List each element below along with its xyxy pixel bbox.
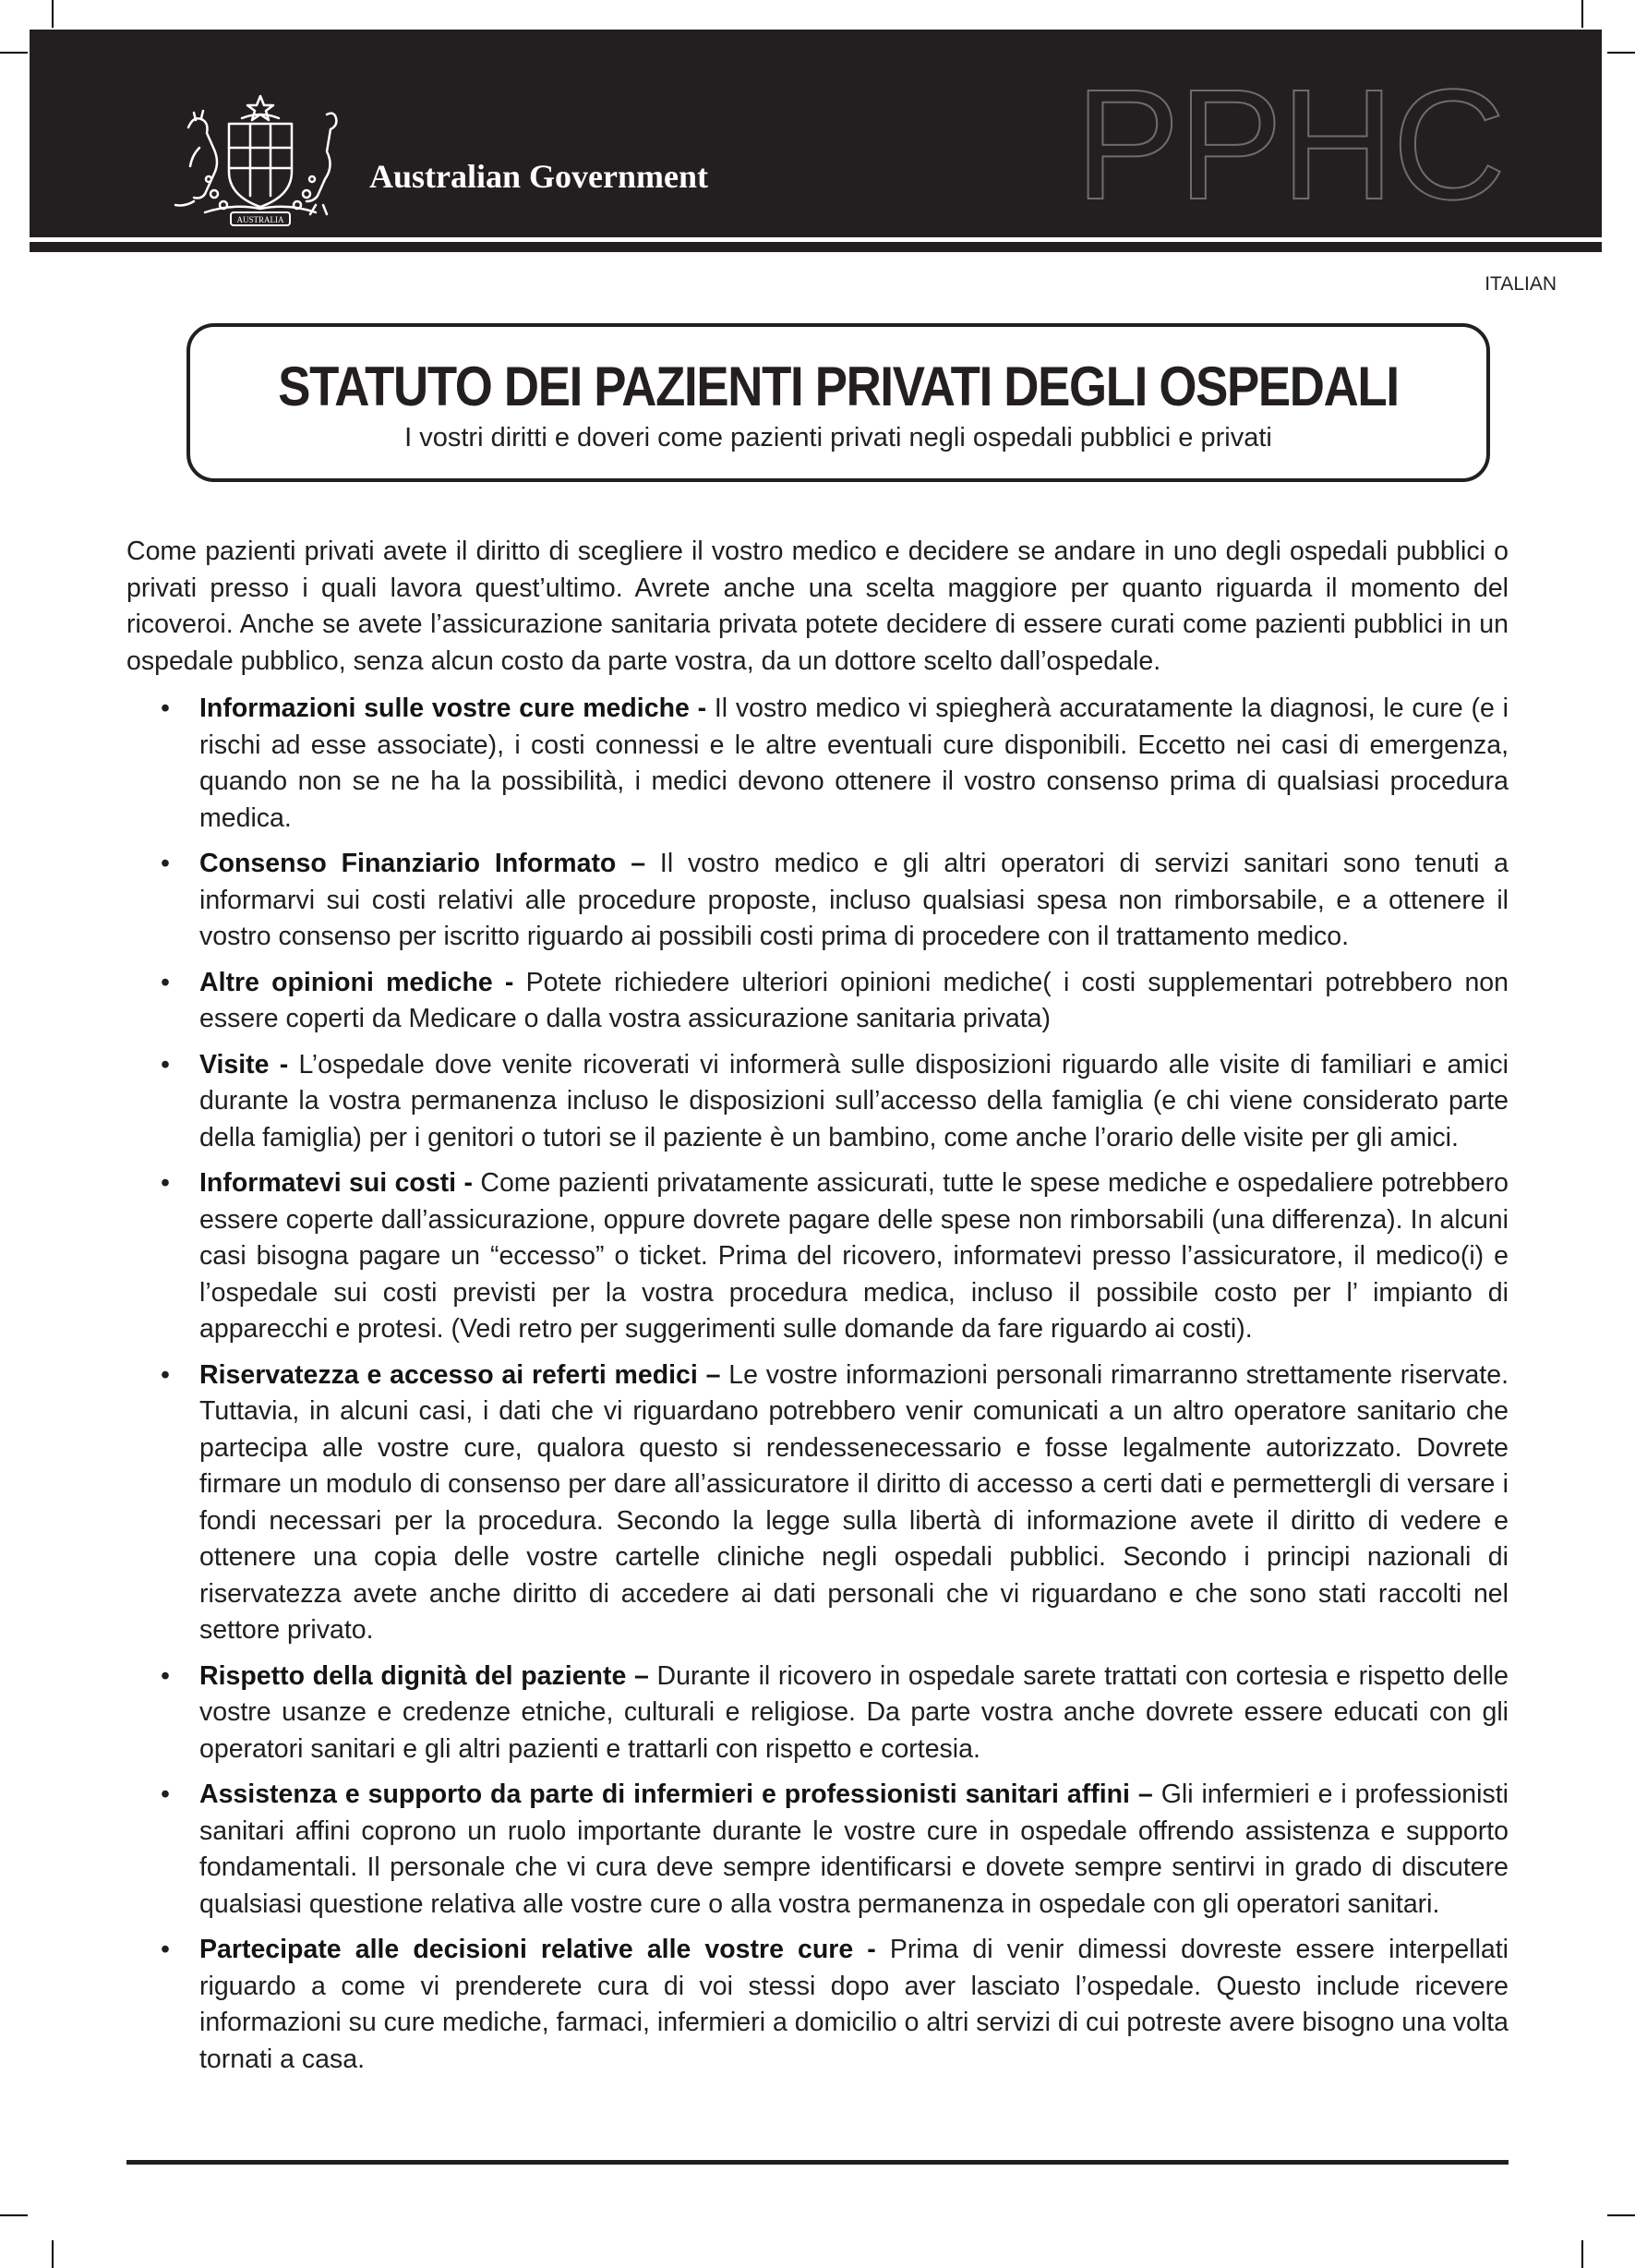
crop-mark-bottom-right-v	[1581, 2240, 1583, 2268]
item-text: Il vostro medico e gli altri operatori di servizi sanitari sono tenuti a informarvi sui costi relativi alle procedure proposte, incluso qualsiasi spesa non rimborsabile, e a ottenere il vostro consenso per iscritto riguardo ai possibili costi prima di procedere con il trattamento medico.	[199, 849, 1509, 951]
crop-mark-top-left-h	[0, 52, 28, 54]
page-subtitle: I vostri diritti e doveri come pazienti privati negli ospedali pubblici e privati	[404, 423, 1272, 452]
list-item	[126, 1357, 1509, 1649]
list-item	[126, 1777, 1509, 1923]
item-text: Durante il ricovero in ospedale sarete trattati con cortesia e rispetto delle vostre usanze e credenze etniche, culturali e religiose. Da parte vostra anche dovrete essere educati con gli operatori sanitari e gli altri pazienti e trattarli con rispetto e cortesia.	[199, 1660, 1509, 1764]
document-body	[126, 534, 1509, 2087]
bullet: •	[161, 1935, 170, 1964]
item-heading: Informazioni sulle vostre cure mediche -	[199, 694, 707, 723]
item-text: Potete richiedere ulteriori opinioni mediche( i costi supplementari potrebbero non essere coperti da Medicare o dalla vostra assicurazione sanitaria privata)	[199, 967, 1509, 1033]
item-text: Prima di venir dimessi dovreste essere interpellati riguardo a come vi prenderete cura di voi stessi dopo aver lasciato l’ospedale. Questo include ricevere informazioni su cure mediche, farmaci, infermieri a domicilio o altri servizi di cui potreste avere bisogno una volta tornati a casa.	[199, 1935, 1509, 2074]
list-item	[126, 965, 1509, 1038]
page-title: STATUTO DEI PAZIENTI PRIVATI DEGLI OSPEDALI	[278, 356, 1399, 417]
bullet: •	[161, 694, 170, 723]
item-heading: Informatevi sui costi -	[199, 1168, 473, 1198]
crop-mark-top-right-v	[1581, 0, 1583, 28]
item-heading: Altre opinioni mediche -	[199, 967, 514, 997]
list-item	[126, 1932, 1509, 2078]
item-heading: Riservatezza e accesso ai referti medici –	[199, 1359, 721, 1390]
item-text: Come pazienti privatamente assicurati, tutte le spese mediche e ospedaliere potrebbero essere coperte dall’assicurazione, oppure dovrete pagare delle spese non rimborsabili (una differenza). In alcuni casi bisogna pagare un “eccesso” o ticket. Prima del ricovero, informatevi presso l’assicuratore, il medico(i) e l’ospedale sui costi previsti per la vostra procedura medica, incluso il possibile costo per l’ impianto di apparecchi e protesi. (Vedi retro per suggerimenti sulle domande da fare riguardo ai costi).	[199, 1168, 1509, 1344]
intro-paragraph: Come pazienti privati avete il diritto di scegliere il vostro medico e decidere se andare in uno degli ospedali pubblici o privati presso i quali lavora quest’ultimo. Avrete anche una scelta maggiore per quanto riguarda il momento del ricoveroi. Anche se avete l’assicurazione sanitaria privata potete decidere di essere curati come pazienti pubblici in un ospedale pubblico, senza alcun costo da parte vostra, da un dottore scelto dall’ospedale.	[126, 537, 1509, 676]
crop-mark-bottom-left-v	[52, 2240, 54, 2268]
list-item	[126, 1047, 1509, 1157]
crest-motto: AUSTRALIA	[236, 215, 284, 224]
rights-list	[126, 691, 1509, 2078]
crop-mark-top-left-v	[52, 0, 54, 28]
item-heading: Partecipate alle decisioni relative alle vostre cure -	[199, 1935, 876, 1964]
bullet: •	[161, 849, 170, 878]
crop-mark-top-right-h	[1607, 52, 1635, 54]
item-heading: Consenso Finanziario Informato –	[199, 849, 646, 878]
list-item	[126, 1659, 1509, 1768]
footer-rule	[126, 2160, 1509, 2165]
document-code: PPHC	[1075, 57, 1504, 233]
bullet: •	[161, 1168, 170, 1198]
bullet: •	[161, 1049, 170, 1080]
list-item	[126, 846, 1509, 956]
list-item	[126, 691, 1509, 837]
item-text: L’ospedale dove venite ricoverati vi informerà sulle disposizioni riguardo alle visite di familiari e amici durante la vostra permanenza incluso le disposizioni sull’accesso della famiglia (e chi viene considerato parte della famiglia) per i genitori o tutori se il paziente è un bambino, come anche l’orario delle visite per gli amici.	[199, 1049, 1509, 1152]
title-box	[186, 323, 1490, 482]
list-item	[126, 1165, 1509, 1348]
crop-mark-bottom-right-h	[1607, 2214, 1635, 2216]
header-underline	[30, 242, 1602, 252]
item-heading: Visite -	[199, 1049, 289, 1080]
bullet: •	[161, 967, 170, 997]
item-text: Gli infermieri e i professionisti sanitari affini coprono un ruolo importante durante le vostre cure in ospedale offrendo assistenza e supporto fondamentali. Il personale che vi cura deve sempre identificarsi e dovete sempre sentirvi in grado di discutere qualsiasi questione relativa alle vostre cure o alla vostra permanenza in ospedale con gli operatori sanitari.	[199, 1779, 1509, 1919]
item-heading: Rispetto della dignità del paziente –	[199, 1660, 649, 1691]
coat-of-arms-logo	[168, 83, 353, 231]
crop-mark-bottom-left-h	[0, 2214, 28, 2216]
language-label: ITALIAN	[1485, 273, 1557, 295]
header-band	[30, 30, 1602, 237]
item-heading: Assistenza e supporto da parte di infermieri e professionisti sanitari affini –	[199, 1779, 1153, 1809]
item-text: Il vostro medico vi spiegherà accuratamente la diagnosi, le cure (e i rischi ad esse associate), i costi connessi e le altre eventuali cure disponibili. Eccetto nei casi di emergenza, quando non se ne ha la possibilità, i medici devono ottenere il vostro consenso prima di qualsiasi procedura medica.	[199, 694, 1509, 833]
bullet: •	[161, 1779, 170, 1809]
bullet: •	[161, 1660, 170, 1691]
item-text: Le vostre informazioni personali rimarranno strettamente riservate. Tuttavia, in alcuni casi, i dati che vi riguardano potrebbero venir comunicati a un altro operatore sanitario che partecipa alle vostre cure, qualora questo si rendessenecessario e fosse legalmente autorizzato. Dovrete firmare un modulo di consenso per dare all’assicuratore il diritto di accesso a certi dati e permettergli di versare i fondi necessari per la procedura. Secondo la legge sulla libertà di informazione avete il diritto di vedere e ottenere una copia delle vostre cartelle cliniche negli ospedali pubblici. Secondo i principi nazionali di riservatezza avete anche diritto di accedere ai dati personali che vi riguardano e che sono stati raccolti nel settore privato.	[199, 1359, 1509, 1645]
government-name: Australian Government	[369, 158, 708, 195]
bullet: •	[161, 1359, 170, 1390]
